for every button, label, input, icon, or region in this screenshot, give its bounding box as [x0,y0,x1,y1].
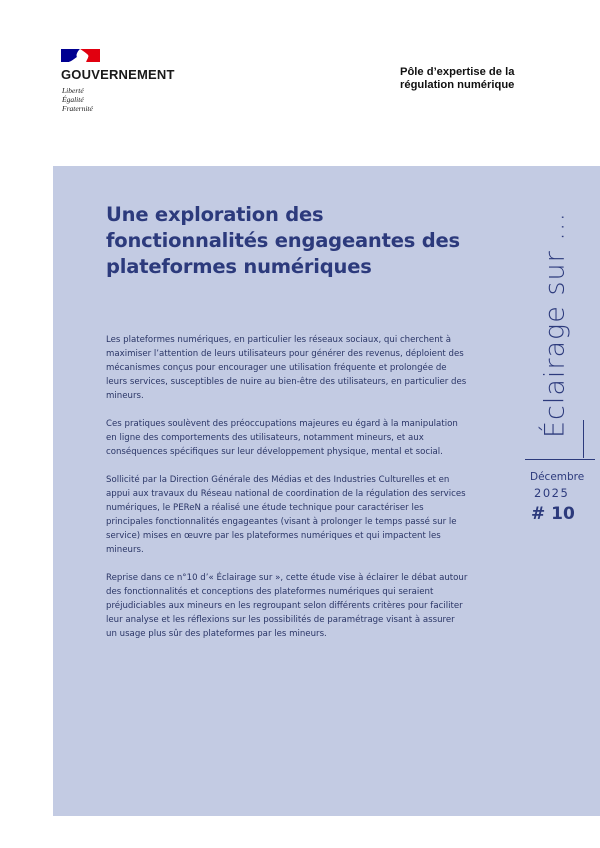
body-text [106,333,468,655]
pole-name: Pôle d’expertise de la régulation numérique [400,66,515,91]
french-flag-logo [61,49,100,62]
motto-line-fraternite: Fraternité [62,104,93,113]
paragraph-3: Sollicité par la Direction Générale des Médias et des Industries Culturelles et en appui aux travaux du Réseau national de coordination de la régulation des services numériques, le PEReN a réalisé une étude technique pour caractériser les principales fonctionnalités engageantes (visant à prolonger le temps passé sur le service) mises en œuvre par les plateformes numériques et qui impactent les mineurs. [106,475,466,555]
motto-line-liberte: Liberté [62,86,84,95]
government-name: GOUVERNEMENT [61,67,175,82]
issue-number: # 10 [531,504,575,524]
issue-year: 2025 [534,486,570,500]
issue-month: Décembre [530,471,585,483]
page-title: Une exploration des fonctionnalités engageantes des plateformes numériques [106,203,460,278]
republic-motto [62,86,122,113]
motto-line-egalite: Égalité [62,95,84,104]
paragraph-1: Les plateformes numériques, en particulier les réseaux sociaux, qui cherchent à maximiser l’attention de leurs utilisateurs pour générer des revenus, déploient des mécanismes conçus pour encourager une utilisation fréquente et prolongée de leurs services, susceptibles de nuire au bien-être des utilisateurs, en particulier des mineurs. [106,335,467,401]
series-divider-vertical [583,420,584,458]
paragraph-4: Reprise dans ce n°10 d’« Éclairage sur », cette étude vise à éclairer le débat autour des fonctionnalités et conceptions des plateformes numériques qui seraient préjudiciables aux mineurs en les regroupant selon différents critères pour faciliter leur analyse et les réflexions sur les possibilités de paramétrage visant à assurer un usage plus sûr des plateformes par les mineurs. [106,573,468,639]
series-name-container [525,205,585,445]
paragraph-2: Ces pratiques soulèvent des préoccupations majeures eu égard à la manipulation en ligne des comportements des utilisateurs, notamment mineurs, et aux conséquences spécifiques sur leur développement physique, mental et social. [106,419,458,457]
series-divider [525,459,595,460]
series-name: Éclairage sur ... [539,211,571,439]
